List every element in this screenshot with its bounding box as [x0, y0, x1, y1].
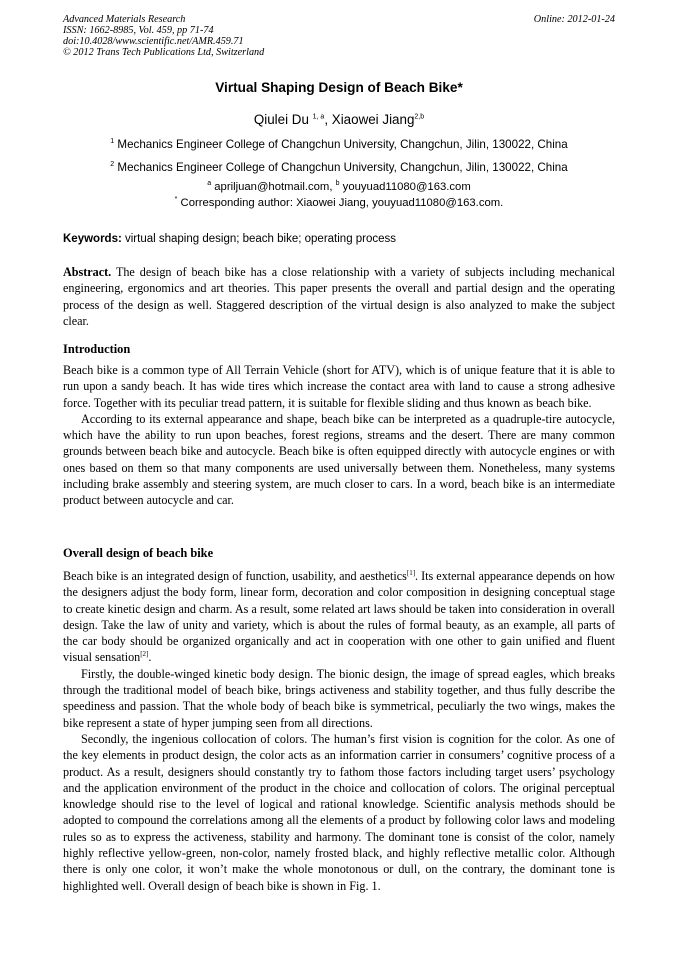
- email-a: apriljuan@hotmail.com,: [211, 181, 336, 193]
- paper-title: Virtual Shaping Design of Beach Bike*: [215, 80, 463, 95]
- online-date: Online: 2012-01-24: [533, 14, 615, 25]
- keywords-label: Keywords:: [63, 233, 122, 245]
- affiliation-2-text: Mechanics Engineer College of Changchun University, Changchun, Jilin, 130022, China: [114, 161, 568, 174]
- email-line: [0, 181, 678, 193]
- overall-paragraph-3: Secondly, the ingenious collocation of colors. The human’s first vision is cognition for the color. As one of the key elements in product design, the color acts as an information carrier in consumers’ cognitive process of a product. As a result, designers should constantly try to fathom those factors including target users’ psychology and the application environment of the product in the choice and collocation of colors. The original perceptual knowledge should rise to the level of logical and rational knowledge. Scientific analysis methods should be adopted to compound the correlations among all the elements of a product by following color laws and modeling rules so as to express the activeness, stability and harmony. The dominant tone is consist of the color, namely highly reflective yellow-green, non-color, namely frosted black, and highly reflective metallic color. Although there is only one color, it won’t make the whole monotonous or dull, on the contrary, the dominant tone is highlighted well. Overall design of beach bike is shown in Fig. 1.: [63, 731, 615, 893]
- email-a-mark: a: [207, 180, 212, 188]
- author-line: [0, 112, 678, 127]
- affiliation-1: [0, 138, 678, 151]
- affiliation-1-text: Mechanics Engineer College of Changchun University, Changchun, Jilin, 130022, China: [114, 138, 568, 151]
- affiliation-2: [0, 161, 678, 174]
- overall-p1-part-b: . Its external appearance depends on how the designers adjust the body form, linear form, decoration and color composition in designing conceptual stage to create kinetic design and charm. As a result, some related art laws should be taken into consideration in overall design. Take the law of unity and variety, which is about the rules of formal beauty, as an example, all parts of the car body should be organized organically and act in cooperation with one other to gain unified and fluent visual sensation: [63, 569, 615, 665]
- section-heading-introduction: Introduction: [63, 342, 131, 356]
- author-2: , Xiaowei Jiang: [324, 112, 415, 127]
- email-b-mark: b: [335, 180, 340, 188]
- keywords: [63, 233, 615, 245]
- email-b: youyuad11080@163.com: [339, 181, 471, 193]
- corresponding-author: Corresponding author: Xiaowei Jiang, youyuad11080@163.com.: [177, 197, 504, 209]
- citation-1: [1]: [406, 568, 416, 577]
- abstract-text: The design of beach bike has a close relationship with a variety of subjects including mechanical engineering, ergonomics and art theories. This paper presents the overall and partial design and the operating process of the design as well. Staggered description of the virtual design is also analyzed to make the subject clear.: [63, 265, 615, 328]
- journal-name: Advanced Materials Research: [63, 14, 186, 25]
- overall-paragraph-1: [63, 568, 615, 666]
- journal-issn: ISSN: 1662-8985, Vol. 459, pp 71-74: [63, 25, 214, 36]
- affiliation-1-mark: 1: [110, 138, 115, 146]
- abstract-label: Abstract.: [63, 265, 112, 279]
- author-2-mark: 2,b: [414, 113, 425, 121]
- journal-header: [63, 14, 264, 58]
- author-1-mark: 1, a: [312, 113, 325, 121]
- journal-copyright: © 2012 Trans Tech Publications Ltd, Switzerland: [63, 47, 265, 58]
- keywords-text: virtual shaping design; beach bike; operating process: [121, 233, 397, 245]
- citation-2: [2]: [140, 650, 149, 659]
- overall-p1-part-a: Beach bike is an integrated design of function, usability, and aesthetics: [63, 569, 407, 583]
- author-1: Qiulei Du: [253, 112, 313, 127]
- intro-paragraph-2: According to its external appearance and shape, beach bike can be interpreted as a quadruple-tire autocycle, which have the ability to run upon beaches, forest regions, streams and the desert. There are many common grounds between beach bike and autocycle. Beach bike is often equipped directly with autocycle engines or with ones based on them so that many components are used universally between them. Nonetheless, many systems including brake assembly and steering system, are much closer to cars. In a word, beach bike is an intermediate product between autocycle and car.: [63, 411, 615, 508]
- affiliation-2-mark: 2: [110, 161, 115, 169]
- intro-paragraph-1: Beach bike is a common type of All Terrain Vehicle (short for ATV), which is of unique feature that it is able to run upon a sandy beach. It has wide tires which increase the contact area with land to cause a strong adhesive force. Together with its peculiar tread pattern, it is suitable for flexible sliding and thus known as beach bike.: [63, 363, 615, 410]
- introduction-body: [63, 362, 615, 509]
- overall-design-body: [63, 568, 615, 894]
- journal-doi: doi:10.4028/www.scientific.net/AMR.459.71: [63, 36, 244, 47]
- abstract: [63, 264, 615, 329]
- corr-mark: *: [174, 196, 178, 204]
- overall-paragraph-2: Firstly, the double-winged kinetic body design. The bionic design, the image of spread eagles, which breaks through the traditional model of beach bike, brings activeness and stability together, and thus fully describe the speediness and passion. That the whole body of beach bike is symmetrical, peculiarly the two wings, makes the bike represent a state of hyper jumping seen from all directions.: [63, 666, 615, 730]
- section-heading-overall-design: Overall design of beach bike: [63, 546, 214, 560]
- overall-p1-part-c: .: [148, 650, 152, 665]
- corresponding-author-line: [0, 197, 678, 209]
